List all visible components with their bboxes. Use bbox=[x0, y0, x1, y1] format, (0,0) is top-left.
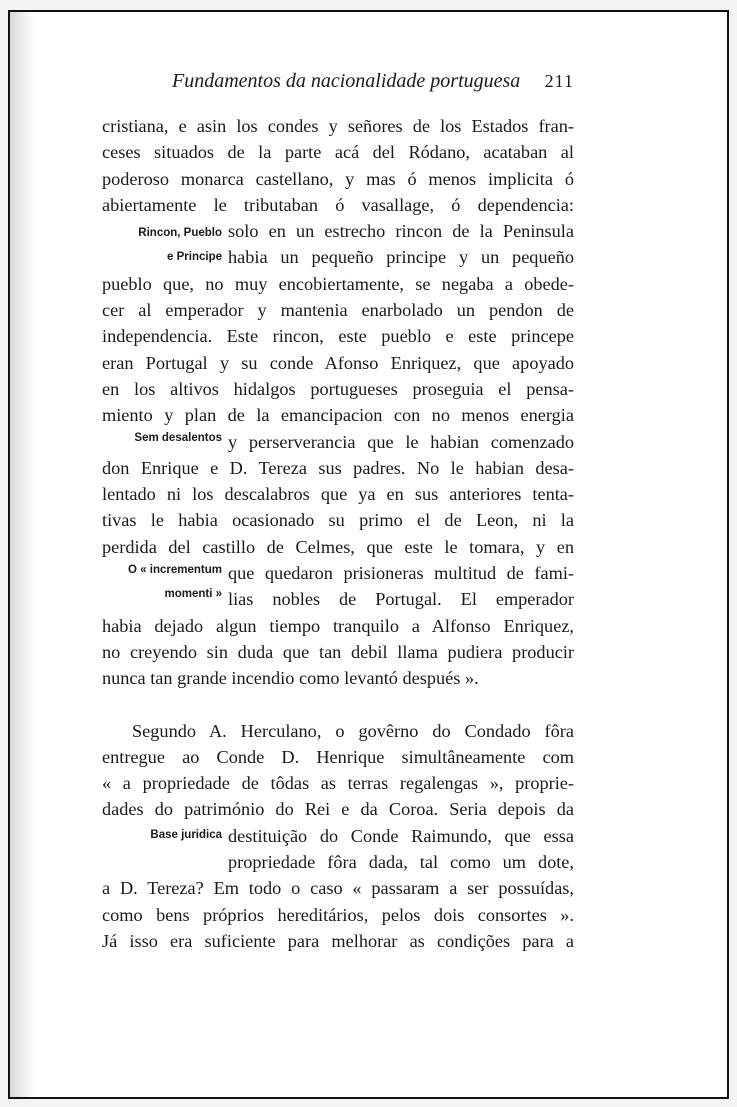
text-line: habia dejado algun tiempo tranquilo a Alfonso Enriquez, bbox=[102, 615, 574, 636]
margin-note-base-juridica: Base juridica bbox=[150, 829, 222, 841]
binding-shadow bbox=[10, 12, 34, 1097]
text-line: pueblo que, no muy encobiertamente, se negaba a obede- bbox=[102, 273, 574, 294]
margin-note-desalentos: Sem desalentos bbox=[134, 432, 222, 444]
text-line: destituição do Conde Raimundo, que essa bbox=[228, 825, 574, 846]
text-line: poderoso monarca castellano, y mas ó menos implicita ó bbox=[102, 168, 574, 189]
margin-note-rincon: Rincon, Pueblo bbox=[138, 227, 222, 239]
text-line: perdida del castillo de Celmes, que este le tomara, y en bbox=[102, 536, 574, 557]
text-line: dades do património do Rei e da Coroa. Seria depois da bbox=[102, 799, 574, 820]
text-line: miento y plan de la emancipacion con no menos energia bbox=[102, 405, 574, 426]
running-title: Fundamentos da nacionalidade portuguesa bbox=[172, 70, 521, 92]
text-line: ceses situados de la parte acá del Ródano, acataban al bbox=[102, 142, 574, 163]
text-line: don Enrique e D. Tereza sus padres. No le habian desa- bbox=[102, 457, 574, 478]
page-number: 211 bbox=[544, 71, 574, 91]
text-line: lentado ni los descalabros que ya en sus anteriores tenta- bbox=[102, 484, 574, 505]
text-line: tivas le habia ocasionado su primo el de Leon, ni la bbox=[102, 510, 574, 531]
text-line: como bens próprios hereditários, pelos dois consortes ». bbox=[102, 904, 574, 925]
text-line: « a propriedade de tôdas as terras regalengas », proprie- bbox=[102, 773, 574, 794]
text-line: a D. Tereza? Em todo o caso « passaram a ser possuídas, bbox=[102, 878, 574, 899]
text-line: eran Portugal y su conde Afonso Enriquez, que apoyado bbox=[102, 352, 574, 373]
text-line: y perserverancia que le habian comenzado bbox=[228, 431, 574, 452]
text-line: no creyendo sin duda que tan debil llama pudiera producir bbox=[102, 641, 574, 662]
text-line: lias nobles de Portugal. El emperador bbox=[228, 589, 574, 610]
text-line: en los altivos hidalgos portugueses proseguia el pensa- bbox=[102, 378, 574, 399]
text-line: cristiana, e asin los condes y señores de los Estados fran- bbox=[102, 116, 574, 136]
text-line: entregue ao Conde D. Henrique simultâneamente com bbox=[102, 746, 574, 767]
text-line: Já isso era suficiente para melhorar as condições para a bbox=[102, 930, 574, 951]
body-text bbox=[102, 113, 574, 954]
text-line: independencia. Este rincon, este pueblo e este princepe bbox=[102, 326, 574, 347]
text-line: propriedade fôra dada, tal como um dote, bbox=[228, 852, 574, 873]
margin-note-principe: e Principe bbox=[167, 251, 222, 263]
text-line: Segundo A. Herculano, o govêrno do Condado fôra bbox=[132, 720, 574, 741]
text-line: solo en un estrecho rincon de la Peninsula bbox=[228, 221, 574, 242]
text-line: que quedaron prisioneras multitud de fami- bbox=[228, 563, 574, 584]
text-line: cer al emperador y mantenia enarbolado un pendon de bbox=[102, 300, 574, 321]
text-line: habia un pequeño principe y un pequeño bbox=[228, 247, 574, 268]
text-line: abiertamente le tributaban ó vasallage, ó dependencia: bbox=[102, 194, 574, 215]
margin-note-momenti: momenti » bbox=[164, 588, 222, 600]
paragraph-gap bbox=[102, 692, 574, 718]
text-line: nunca tan grande incendio como levantó después ». bbox=[102, 668, 479, 689]
margin-note-incrementum: O « incrementum bbox=[128, 564, 222, 576]
